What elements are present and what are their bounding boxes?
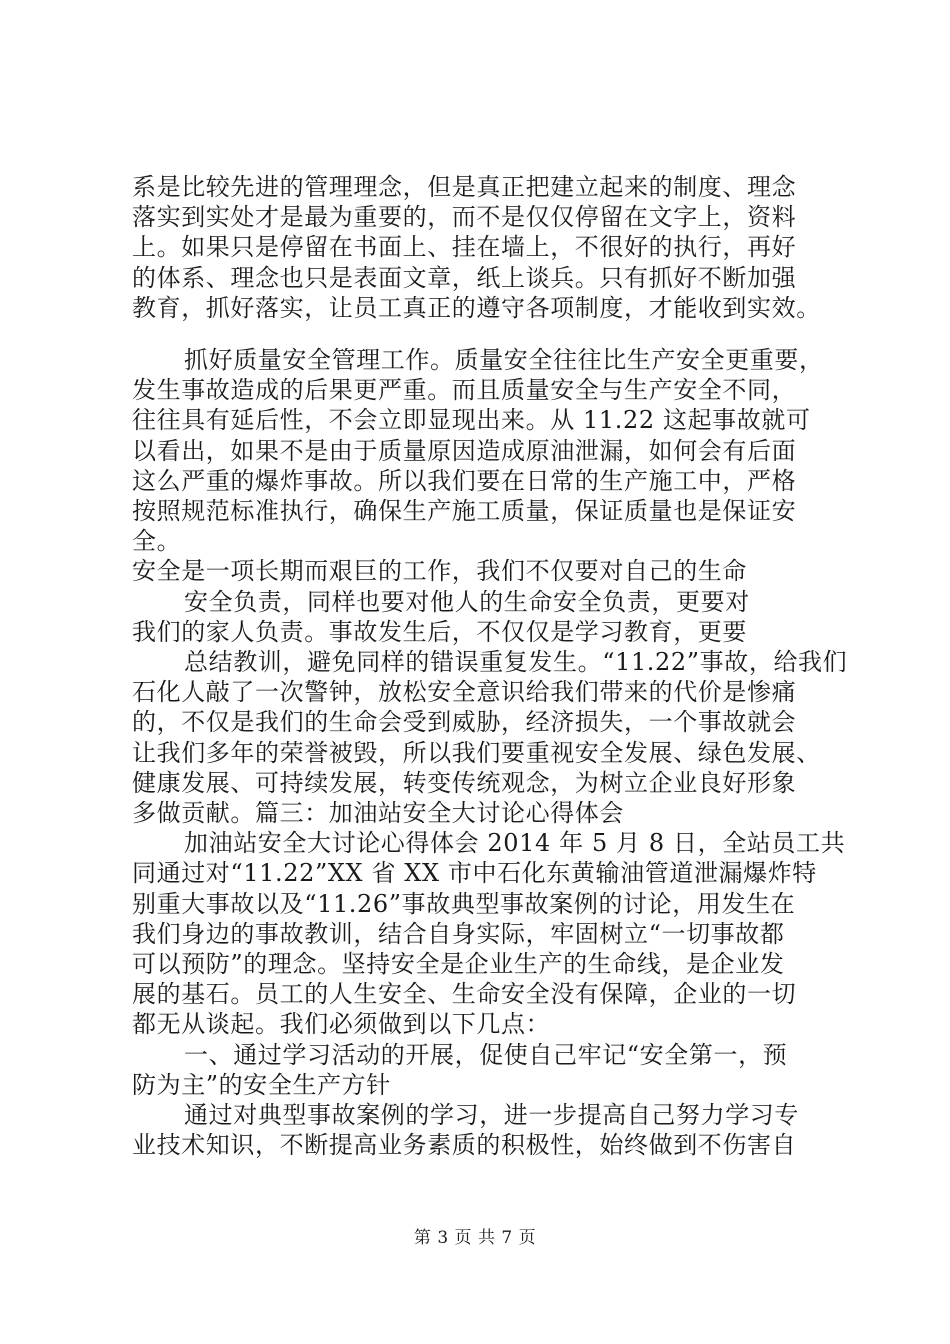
body-text-line: 往往具有延后性，不会立即显现出来。从 11.22 这起事故就可	[132, 406, 811, 434]
body-text-line: 总结教训，避免同样的错误重复发生。“11.22”事故，给我们	[184, 648, 848, 676]
body-text-line: 这么严重的爆炸事故。所以我们要在日常的生产施工中，严格	[132, 467, 797, 495]
body-text-line: 让我们多年的荣誉被毁，所以我们要重视安全发展、绿色发展、	[132, 739, 821, 767]
body-text-line: 加油站安全大讨论心得体会 2014 年 5 月 8 日，全站员工共	[184, 829, 846, 857]
body-text-line: 别重大事故以及“11.26”事故典型事故案例的讨论，用发生在	[132, 890, 796, 918]
body-text-line: 安全是一项长期而艰巨的工作，我们不仅要对自己的生命	[132, 557, 747, 585]
body-text-line: 安全负责，同样也要对他人的生命安全负责，更要对	[184, 588, 750, 616]
body-text-line: 系是比较先进的管理理念，但是真正把建立起来的制度、理念	[132, 173, 797, 201]
body-text-line: 健康发展、可持续发展，转变传统观念，为树立企业良好形象	[132, 769, 797, 797]
body-text-line: 都无从谈起。我们必须做到以下几点：	[132, 1010, 551, 1038]
body-text-line: 同通过对“11.22”XX 省 XX 市中石化东黄输油管道泄漏爆炸特	[132, 859, 817, 887]
body-text-line: 展的基石。员工的人生安全、生命安全没有保障，企业的一切	[132, 980, 797, 1008]
body-text-line: 抓好质量安全管理工作。质量安全往往比生产安全更重要，	[184, 346, 824, 374]
body-text-line: 石化人敲了一次警钟，放松安全意识给我们带来的代价是惨痛	[132, 678, 797, 706]
body-text-line: 我们的家人负责。事故发生后，不仅仅是学习教育，更要	[132, 618, 747, 646]
body-text-line: 按照规范标准执行，确保生产施工质量，保证质量也是保证安	[132, 497, 797, 525]
body-text-line: 发生事故造成的后果更严重。而且质量安全与生产安全不同，	[132, 376, 797, 404]
body-text-line: 的，不仅是我们的生命会受到威胁，经济损失，一个事故就会	[132, 708, 797, 736]
body-text-line: 业技术知识，不断提高业务素质的积极性，始终做到不伤害自	[132, 1131, 797, 1159]
body-text-line: 一、通过学习活动的开展，促使自己牢记“安全第一，预	[184, 1041, 788, 1069]
body-text-line: 全。	[132, 527, 182, 555]
body-text-line: 教育，抓好落实，让员工真正的遵守各项制度，才能收到实效。	[132, 294, 821, 322]
body-text-line: 可以预防”的理念。坚持安全是企业生产的生命线，是企业发	[132, 950, 785, 978]
body-text-line: 防为主”的安全生产方针	[132, 1071, 391, 1099]
body-text-line: 上。如果只是停留在书面上、挂在墙上，不很好的执行，再好	[132, 233, 797, 261]
body-text-line: 多做贡献。篇三：加油站安全大讨论心得体会	[132, 799, 624, 827]
body-text-line: 的体系、理念也只是表面文章，纸上谈兵。只有抓好不断加强	[132, 264, 797, 292]
page-number-footer: 第 3 页 共 7 页	[413, 1228, 537, 1248]
body-text-line: 我们身边的事故教训，结合自身实际，牢固树立“一切事故都	[132, 920, 785, 948]
body-text-line: 通过对典型事故案例的学习，进一步提高自己努力学习专	[184, 1101, 799, 1129]
body-text-line: 落实到实处才是最为重要的，而不是仅仅停留在文字上，资料	[132, 203, 797, 231]
body-text-line: 以看出，如果不是由于质量原因造成原油泄漏，如何会有后面	[132, 437, 797, 465]
